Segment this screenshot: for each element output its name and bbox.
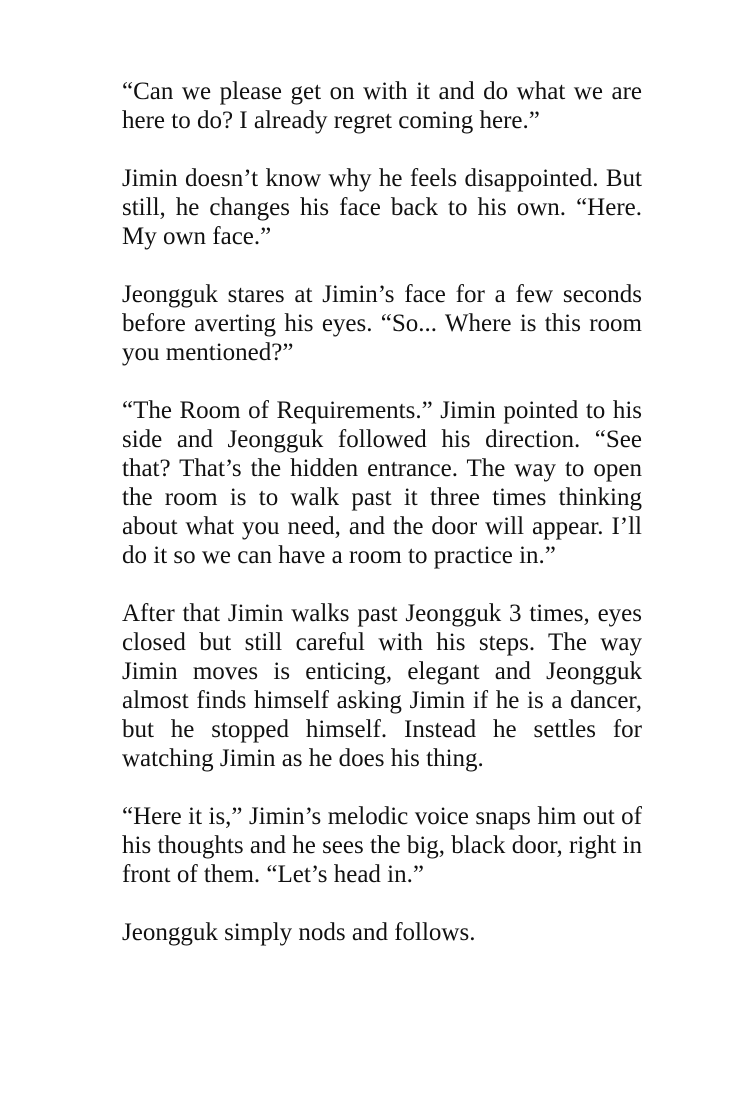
paragraph-5: After that Jimin walks past Jeongguk 3 times, eyes closed but still careful with his steps. The way Jimin moves is enticing, elegant and Jeongguk almost finds himself asking Jimin if he is a dancer, but he stopped himself. Instead he settles for watching Jimin as he does his thing. bbox=[122, 600, 642, 772]
paragraph-6: “Here it is,” Jimin’s melodic voice snaps him out of his thoughts and he sees the big, black door, right in front of them. “Let’s head in.” bbox=[122, 803, 642, 888]
paragraph-3: Jeongguk stares at Jimin’s face for a few seconds before averting his eyes. “So... Where is this room you mentioned?” bbox=[122, 281, 642, 366]
paragraph-1: “Can we please get on with it and do what we are here to do? I already regret coming here.” bbox=[122, 78, 642, 134]
paragraph-4: “The Room of Requirements.” Jimin pointed to his side and Jeongguk followed his direction. “See that? That’s the hidden entrance. The way to open the room is to walk past it three times thinking about what you need, and the door will appear. I’ll do it so we can have a room to practice in.” bbox=[122, 397, 642, 569]
paragraph-2: Jimin doesn’t know why he feels disappointed. But still, he changes his face back to his own. “Here. My own face.” bbox=[122, 165, 642, 250]
paragraph-7: Jeongguk simply nods and follows. bbox=[122, 919, 476, 946]
story-text bbox=[122, 77, 642, 976]
